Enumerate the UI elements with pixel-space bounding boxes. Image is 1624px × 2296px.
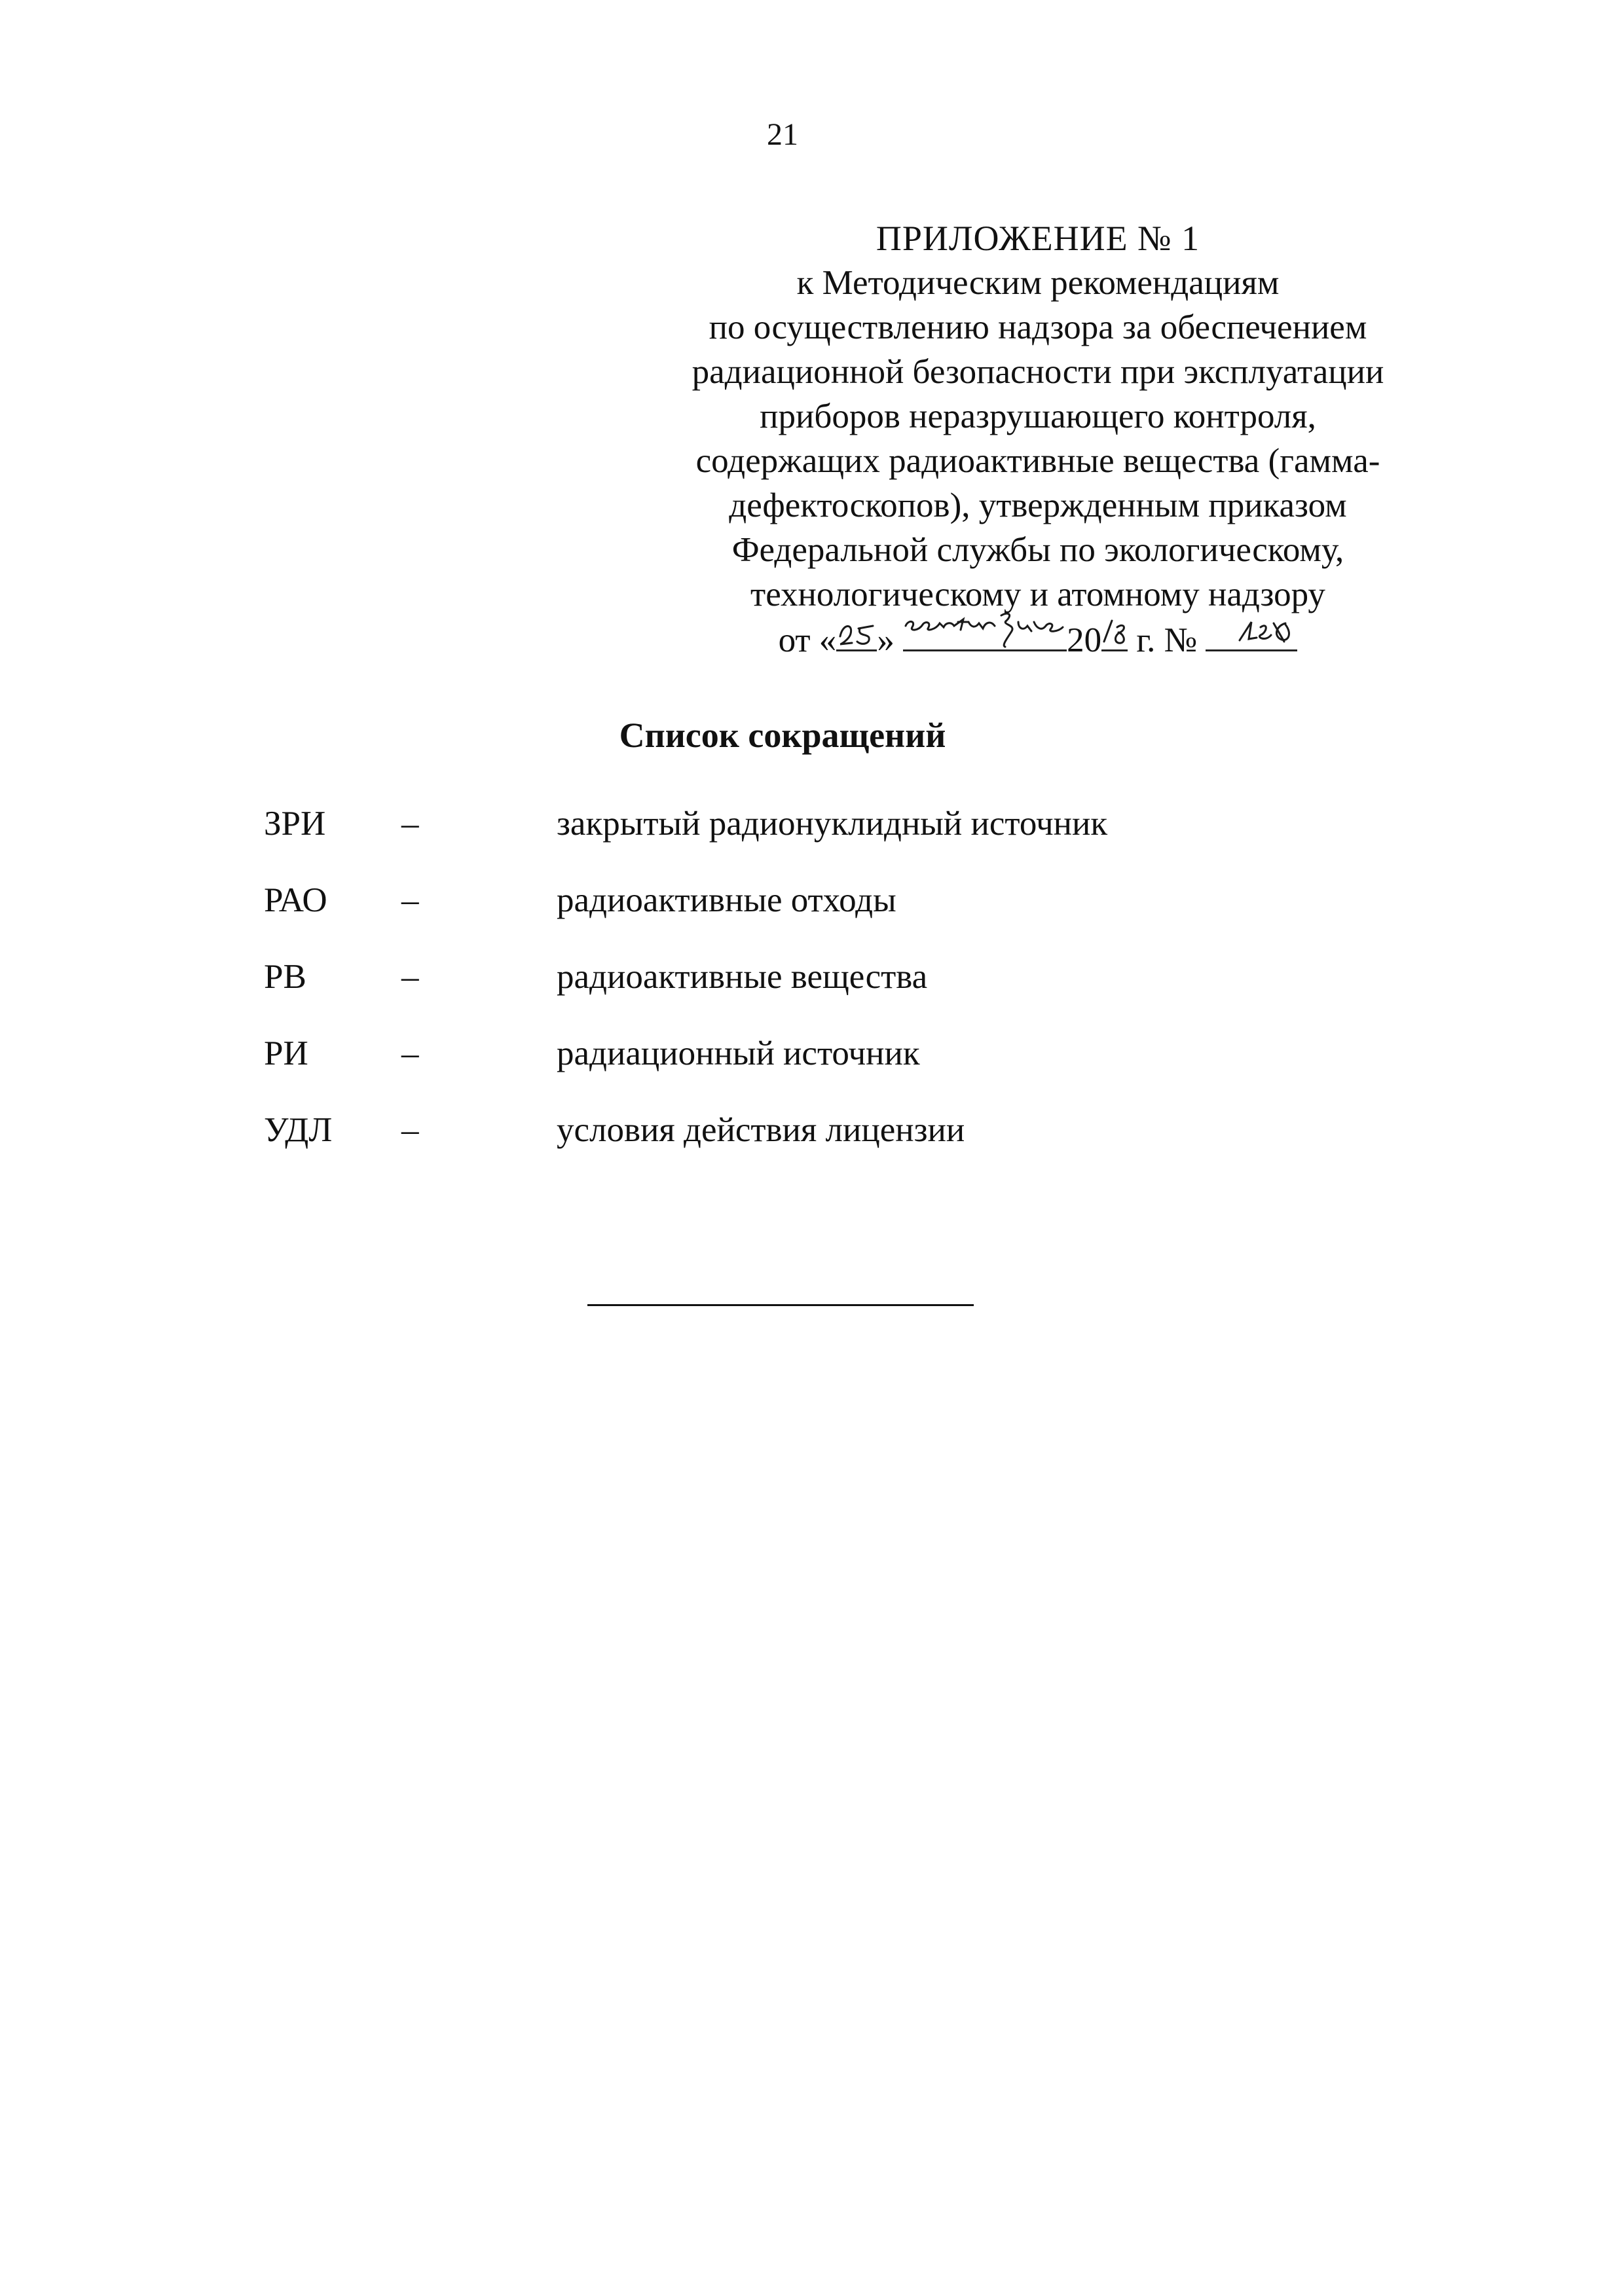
appendix-line: технологическому и атомному надзору — [750, 575, 1325, 613]
abbreviation-meaning: радиационный источник — [557, 1034, 920, 1072]
handwritten-year-signature — [1101, 615, 1128, 648]
appendix-line: к Методическим рекомендациям — [796, 264, 1280, 302]
order-date-line — [645, 617, 1431, 663]
end-divider — [587, 1304, 974, 1306]
handwritten-number — [1206, 617, 1297, 651]
section-title: Список сокращений — [619, 716, 946, 755]
abbreviation-meaning: радиоактивные отходы — [557, 881, 896, 919]
abbreviation-meaning: условия действия лицензии — [557, 1111, 965, 1149]
abbreviation-code: УДЛ — [264, 1111, 333, 1149]
list-item — [264, 881, 1508, 957]
year-prefix: 20 — [1067, 621, 1102, 659]
appendix-line: Федеральной службы по экологическому, — [731, 531, 1344, 569]
appendix-title: ПРИЛОЖЕНИЕ № 1 — [876, 219, 1200, 258]
date-quote-close: » — [877, 621, 895, 659]
list-item — [264, 804, 1508, 881]
abbreviation-meaning: закрытый радионуклидный источник — [557, 805, 1108, 843]
appendix-line: радиационной безопасности при эксплуатации — [692, 353, 1384, 391]
abbreviation-code: РИ — [264, 1034, 308, 1072]
abbreviation-list — [264, 804, 1508, 1187]
abbreviation-code: РВ — [264, 958, 306, 996]
handwritten-day — [836, 617, 877, 651]
year-suffix: г. № — [1136, 621, 1198, 659]
handwritten-day-signature — [836, 617, 877, 648]
handwritten-year — [1101, 617, 1128, 651]
appendix-line: содержащих радиоактивные вещества (гамма- — [695, 442, 1380, 480]
abbreviation-dash: – — [401, 1111, 419, 1149]
date-prefix: от « — [778, 621, 837, 659]
list-item — [264, 1034, 1508, 1110]
handwritten-month — [903, 617, 1067, 651]
abbreviation-dash: – — [401, 958, 419, 996]
list-item — [264, 957, 1508, 1034]
page-number: 21 — [767, 117, 798, 152]
abbreviation-meaning: радиоактивные вещества — [557, 958, 928, 996]
list-item — [264, 1110, 1508, 1187]
number-label — [1128, 621, 1206, 659]
abbreviation-dash: – — [401, 1034, 419, 1072]
appendix-header — [645, 216, 1431, 663]
handwritten-month-signature — [903, 602, 1067, 648]
abbreviation-dash: – — [401, 805, 419, 843]
appendix-line: дефектоскопов), утвержденным приказом — [729, 486, 1347, 524]
appendix-line: приборов неразрушающего контроля, — [760, 397, 1316, 435]
abbreviation-code: ЗРИ — [264, 805, 326, 843]
abbreviation-code: РАО — [264, 881, 327, 919]
appendix-line: по осуществлению надзора за обеспечением — [709, 308, 1367, 346]
handwritten-number-signature — [1206, 615, 1297, 648]
abbreviation-dash: – — [401, 881, 419, 919]
